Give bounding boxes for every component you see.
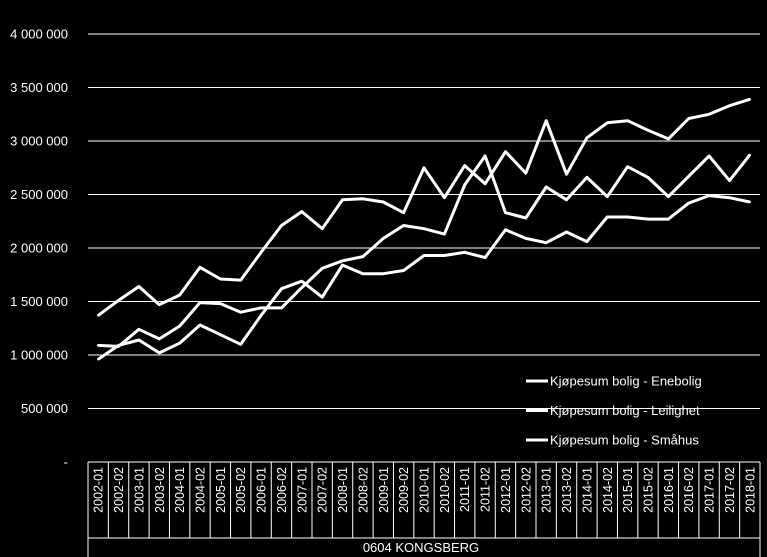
data-point xyxy=(525,237,527,239)
data-point xyxy=(545,241,547,243)
data-point xyxy=(423,167,425,169)
data-point xyxy=(178,325,180,327)
data-point xyxy=(749,98,751,100)
data-point xyxy=(321,267,323,269)
x-tick-label: 2015-02 xyxy=(641,467,656,513)
data-point xyxy=(382,272,384,274)
legend-label: Kjøpesum bolig - Leilighet xyxy=(550,403,700,418)
data-point xyxy=(565,173,567,175)
data-point xyxy=(606,216,608,218)
y-tick-label: 3 500 000 xyxy=(10,80,68,95)
data-point xyxy=(158,338,160,340)
y-tick-label: - xyxy=(63,454,68,470)
series-lines xyxy=(97,98,751,360)
data-point xyxy=(301,286,303,288)
data-point xyxy=(443,233,445,235)
data-point xyxy=(504,211,506,213)
data-point xyxy=(219,333,221,335)
data-point xyxy=(708,194,710,196)
data-point xyxy=(464,164,466,166)
data-point xyxy=(586,240,588,242)
data-point xyxy=(382,201,384,203)
data-point xyxy=(545,186,547,188)
x-tick-label: 2013-01 xyxy=(539,467,554,513)
series-2 xyxy=(97,194,751,360)
x-tick-label: 2010-02 xyxy=(437,467,452,513)
data-point xyxy=(117,299,119,301)
data-point xyxy=(117,345,119,347)
data-point xyxy=(138,328,140,330)
data-point xyxy=(219,278,221,280)
series-line xyxy=(98,99,750,315)
x-tick-label: 2008-02 xyxy=(356,467,371,513)
legend-label: Kjøpesum bolig - Enebolig xyxy=(550,373,702,389)
x-tick-label: 2017-01 xyxy=(702,467,717,513)
y-tick-label: 2 500 000 xyxy=(10,187,68,202)
data-point xyxy=(647,176,649,178)
data-point xyxy=(545,119,547,121)
data-point xyxy=(402,211,404,213)
data-point xyxy=(280,224,282,226)
data-point xyxy=(423,254,425,256)
data-point xyxy=(606,122,608,124)
data-point xyxy=(464,251,466,253)
y-tick-label: 1 000 000 xyxy=(10,347,68,363)
data-point xyxy=(565,231,567,233)
data-point xyxy=(423,228,425,230)
data-point xyxy=(240,343,242,345)
data-point xyxy=(280,307,282,309)
x-tick-label: 2005-01 xyxy=(213,467,228,513)
y-tick-label: 3 000 000 xyxy=(10,133,68,149)
x-tick-label: 2003-02 xyxy=(152,467,167,513)
data-point xyxy=(749,201,751,203)
data-point xyxy=(667,218,669,220)
data-point xyxy=(138,339,140,341)
data-point xyxy=(240,311,242,313)
data-point xyxy=(321,228,323,230)
data-point xyxy=(586,137,588,139)
data-point xyxy=(97,344,99,346)
series-line xyxy=(98,155,750,347)
data-point xyxy=(667,195,669,197)
data-point xyxy=(97,358,99,360)
data-point xyxy=(647,218,649,220)
data-point xyxy=(626,119,628,121)
data-point xyxy=(484,256,486,258)
y-tick-label: 4 000 000 xyxy=(10,26,68,42)
data-point xyxy=(97,314,99,316)
legend-label: Kjøpesum bolig - Småhus xyxy=(550,432,699,448)
x-tick-label: 2002-02 xyxy=(112,467,127,513)
x-axis-tick-labels xyxy=(92,467,758,513)
x-tick-label: 2011-02 xyxy=(478,467,493,512)
x-tick-label: 2015-01 xyxy=(621,467,636,513)
x-tick-label: 2016-01 xyxy=(661,467,676,513)
data-point xyxy=(362,255,364,257)
data-point xyxy=(708,155,710,157)
data-point xyxy=(199,266,201,268)
data-point xyxy=(158,304,160,306)
data-point xyxy=(219,302,221,304)
x-tick-label: 2014-02 xyxy=(600,467,615,513)
data-point xyxy=(464,184,466,186)
x-tick-label: 2009-01 xyxy=(376,467,391,513)
series-line xyxy=(98,196,750,360)
x-tick-label: 2012-01 xyxy=(498,467,513,513)
data-point xyxy=(362,198,364,200)
x-tick-label: 2012-02 xyxy=(519,467,534,513)
data-point xyxy=(626,165,628,167)
data-point xyxy=(260,314,262,316)
y-tick-label: 2 000 000 xyxy=(10,240,68,256)
data-point xyxy=(280,287,282,289)
data-point xyxy=(606,195,608,197)
data-point xyxy=(402,269,404,271)
x-tick-label: 2006-02 xyxy=(274,467,289,513)
data-point xyxy=(402,224,404,226)
data-point xyxy=(728,104,730,106)
data-point xyxy=(199,301,201,303)
data-point xyxy=(749,154,751,156)
x-tick-label: 2004-01 xyxy=(173,467,188,513)
data-point xyxy=(525,172,527,174)
y-tick-label: 1 500 000 xyxy=(10,294,68,309)
data-point xyxy=(688,175,690,177)
data-point xyxy=(688,202,690,204)
x-tick-label: 2007-01 xyxy=(295,467,310,513)
data-point xyxy=(728,179,730,181)
data-point xyxy=(443,197,445,199)
x-tick-label: 2013-02 xyxy=(560,467,575,513)
x-tick-label: 2016-02 xyxy=(682,467,697,513)
data-point xyxy=(178,342,180,344)
region-label: 0604 KONGSBERG xyxy=(362,540,480,555)
data-point xyxy=(525,217,527,219)
data-point xyxy=(321,296,323,298)
data-point xyxy=(341,264,343,266)
data-point xyxy=(443,254,445,256)
data-point xyxy=(341,260,343,262)
data-point xyxy=(158,352,160,354)
legend xyxy=(526,374,702,448)
x-tick-label: 2003-01 xyxy=(132,467,147,513)
data-point xyxy=(301,210,303,212)
x-tick-label: 2008-01 xyxy=(336,467,351,513)
series-3 xyxy=(97,154,751,348)
data-point xyxy=(260,307,262,309)
x-tick-label: 2006-01 xyxy=(254,467,269,513)
data-point xyxy=(626,216,628,218)
series-1 xyxy=(97,98,751,317)
data-point xyxy=(240,279,242,281)
data-point xyxy=(688,117,690,119)
data-point xyxy=(504,151,506,153)
data-point xyxy=(484,155,486,157)
data-point xyxy=(178,294,180,296)
data-point xyxy=(586,176,588,178)
data-point xyxy=(199,324,201,326)
x-tick-label: 2010-01 xyxy=(417,467,432,513)
x-tick-label: 2004-02 xyxy=(193,467,208,513)
data-point xyxy=(382,237,384,239)
data-point xyxy=(138,285,140,287)
data-point xyxy=(708,113,710,115)
x-tick-label: 2002-01 xyxy=(91,467,106,513)
x-tick-label: 2007-02 xyxy=(315,467,330,513)
x-tick-label: 2011-01 xyxy=(458,467,473,512)
y-axis-tick-labels xyxy=(10,27,68,470)
data-point xyxy=(565,199,567,201)
gridlines xyxy=(88,34,760,409)
data-point xyxy=(667,138,669,140)
x-tick-label: 2017-02 xyxy=(722,467,737,513)
x-tick-label: 2014-01 xyxy=(580,467,595,513)
x-tick-label: 2018-01 xyxy=(743,467,758,513)
data-point xyxy=(728,197,730,199)
x-tick-label: 2005-02 xyxy=(234,467,249,513)
x-tick-label: 2009-02 xyxy=(397,467,412,513)
data-point xyxy=(362,272,364,274)
data-point xyxy=(341,199,343,201)
data-point xyxy=(647,129,649,131)
data-point xyxy=(484,183,486,185)
data-point xyxy=(504,229,506,231)
y-tick-label: 500 000 xyxy=(21,401,68,416)
data-point xyxy=(260,251,262,253)
data-point xyxy=(301,280,303,282)
